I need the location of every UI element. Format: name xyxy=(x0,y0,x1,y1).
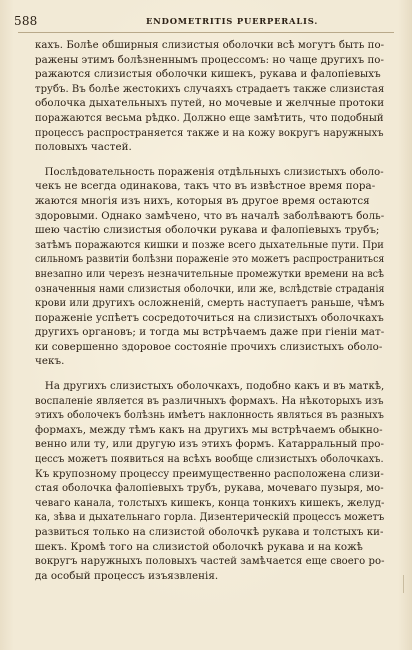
text-line: поражаются весьма рѣдко. Должно еще замѣтить, что подобный xyxy=(35,111,384,124)
text-line: затѣмъ поражаются кишки и позже всего дыхательные пути. При xyxy=(35,238,384,251)
text-line: процессъ распространяется также и на кожу вокругъ наружныхъ xyxy=(35,126,384,139)
paragraph xyxy=(35,165,384,369)
text-line: стая оболочка фалопіевыхъ трубъ, рукава, мочеваго пузыря, мо- xyxy=(35,482,384,495)
text-line: развиться только на слизистой оболочкѣ рукава и толстыхъ ки- xyxy=(35,526,384,538)
paragraph xyxy=(35,379,384,583)
text-line: кахъ. Болѣе обширныя слизистыя оболочки всѣ могутъ быть по- xyxy=(35,39,385,51)
text-line: внезапно или черезъ незначительные промежутки времени на всѣ xyxy=(35,267,384,280)
text-line: да особый процессъ изъязвленія. xyxy=(35,569,219,582)
page-number: 588 xyxy=(14,14,38,28)
text-line: шекъ. Кромѣ того на слизистой оболочкѣ рукава и на кожѣ xyxy=(35,540,363,553)
text-line: формахъ, между тѣмъ какъ на другихъ мы встрѣчаемъ обыкно- xyxy=(35,423,383,436)
text-line: крови или другихъ осложненій, смерть наступаетъ раньше, чѣмъ xyxy=(35,297,385,310)
body-text xyxy=(35,38,384,593)
text-line: половыхъ частей. xyxy=(35,141,132,154)
text-line: На другихъ слизистыхъ оболочкахъ, подобно какъ и въ маткѣ, xyxy=(44,380,385,393)
text-line: жаются многія изъ нихъ, которыя въ другое время остаются xyxy=(35,194,370,207)
text-line: цессъ можетъ появиться на всѣхъ вообще слизистыхъ оболочкахъ. xyxy=(35,453,384,466)
text-line: шею частію слизистыя оболочки рукава и фалопіевыхъ трубъ; xyxy=(35,224,380,237)
text-line: ка, зѣва и дыхательнаго горла. Дизентерическій процессъ можетъ xyxy=(35,511,385,524)
text-line: ражены этимъ болѣзненнымъ процессомъ: но чаще другихъ по- xyxy=(35,53,385,66)
text-line: воспаленіе является въ различныхъ формахъ. На нѣкоторыхъ изъ xyxy=(35,394,384,407)
text-line: пораженіе успѣетъ сосредоточиться на слизистыхъ оболочкахъ xyxy=(35,311,384,324)
text-line: чекъ. xyxy=(35,355,65,368)
text-line: оболочка дыхательныхъ путей, но мочевые и желчные протоки xyxy=(35,97,385,110)
header-rule xyxy=(18,32,394,33)
text-line: ражаются слизистыя оболочки кишекъ, рукава и фалопіевыхъ xyxy=(35,68,381,81)
running-title: ENDOMETRITIS PUERPERALIS. xyxy=(146,16,319,26)
text-line: Къ крупозному процессу преимущественно расположена слизи- xyxy=(35,467,384,480)
text-line: ки совершенно здоровое состояніе прочихъ слизистыхъ оболо- xyxy=(35,340,383,353)
page-edge-mark xyxy=(403,575,404,593)
text-line: вокругъ наружныхъ половыхъ частей замѣчается еще своего ро- xyxy=(35,555,385,568)
text-line: венно или ту, или другую изъ этихъ формъ. Катарральный про- xyxy=(35,438,385,451)
text-line: другихъ органовъ; и тогда мы встрѣчаемъ даже при гіеніи мат- xyxy=(35,326,385,339)
text-line: означенныя нами слизистыя оболочки, или же, вслѣдствіе страданія xyxy=(35,282,385,295)
text-line: чекъ не всегда одинакова, такъ что въ извѣстное время пора- xyxy=(35,180,376,193)
paragraph xyxy=(35,38,384,155)
text-line: сильномъ развитіи болѣзни пораженіе это можетъ распространиться xyxy=(35,253,385,266)
text-line: чеваго канала, толстыхъ кишекъ, конца тонкихъ кишекъ, желуд- xyxy=(35,496,385,509)
text-line: здоровыми. Однако замѣчено, что въ началѣ заболѣваютъ боль- xyxy=(35,209,385,222)
text-line: этихъ оболочекъ болѣзнь имѣетъ наклонность являться въ разныхъ xyxy=(35,409,384,422)
text-line: трубъ. Въ болѣе жестокихъ случаяхъ страдаетъ также слизистая xyxy=(35,82,385,95)
text-line: Послѣдовательность пораженія отдѣльныхъ слизистыхъ оболо- xyxy=(44,165,384,178)
